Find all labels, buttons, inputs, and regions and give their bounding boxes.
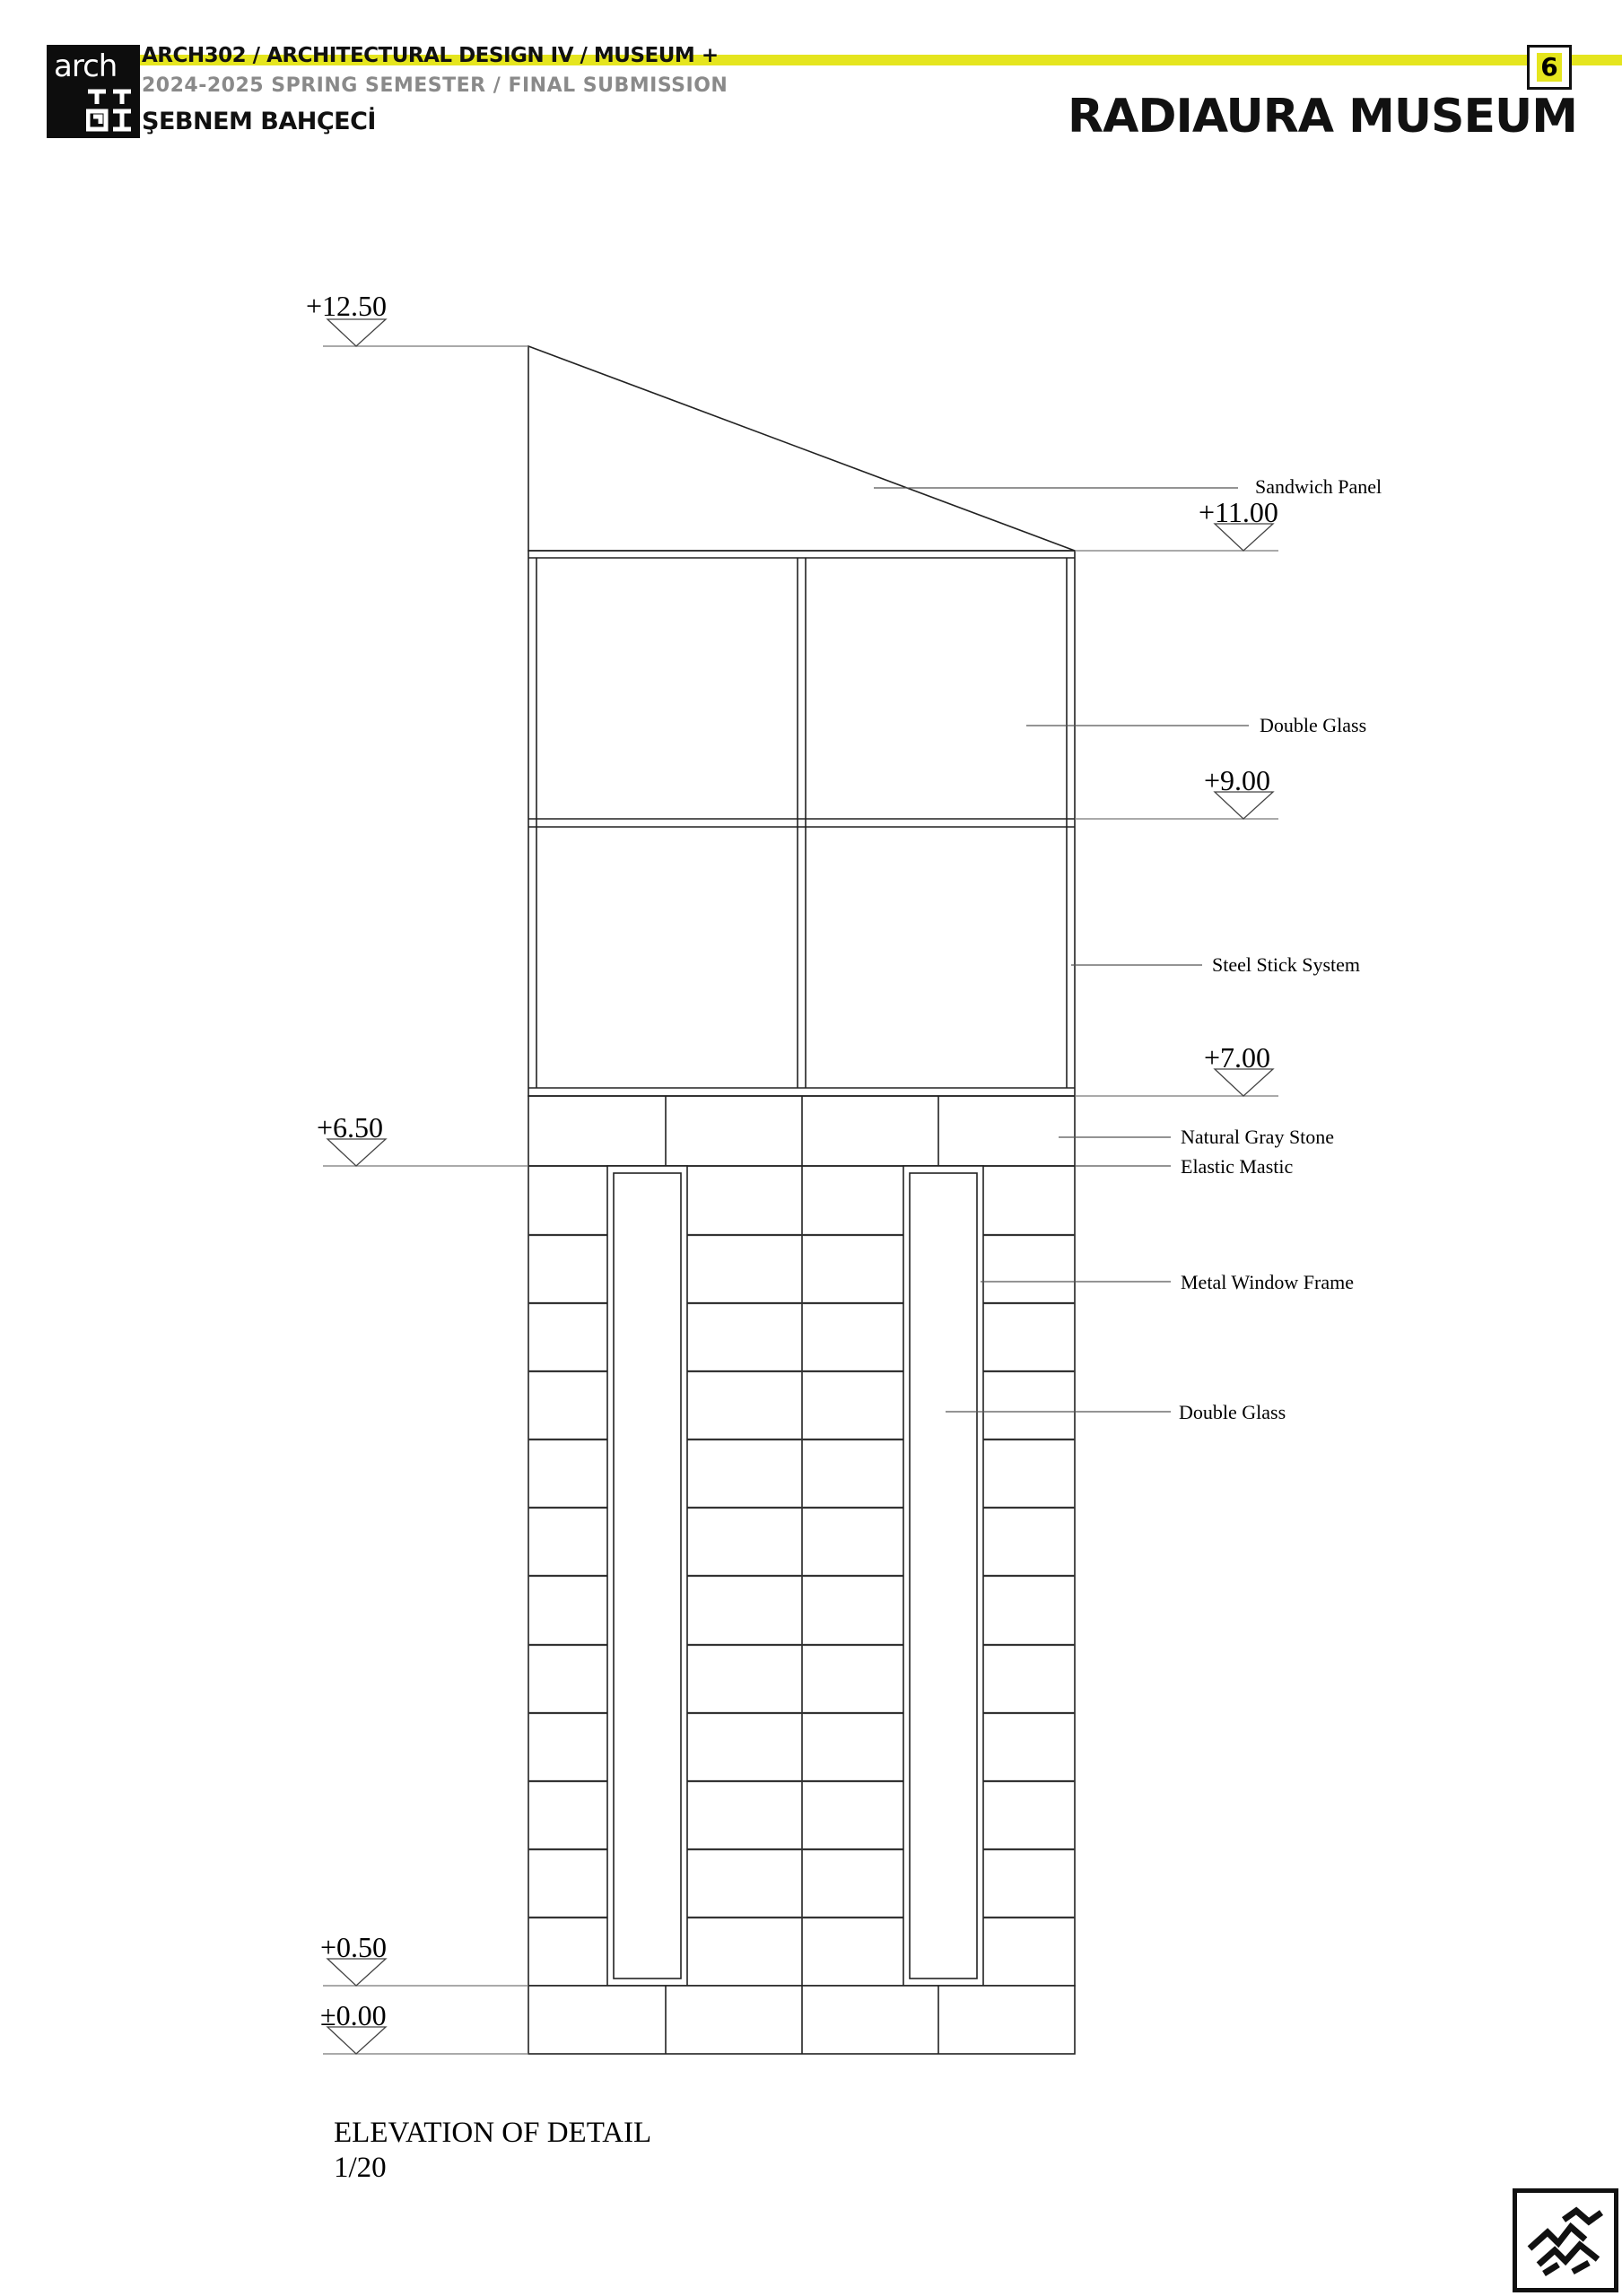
project-title: RADIAURA MUSEUM	[1068, 90, 1577, 144]
bottom-right-stamp-icon	[1513, 2188, 1618, 2292]
curtain-wall-frame	[528, 551, 1075, 1096]
semester-info: 2024-2025 SPRING SEMESTER / FINAL SUBMISSION	[142, 74, 728, 97]
drawing-caption-scale: 1/20	[334, 2152, 387, 2184]
course-title: ARCH302 / ARCHITECTURAL DESIGN IV / MUSEUM +	[142, 44, 719, 67]
note-natural-gray-stone: Natural Gray Stone	[1181, 1126, 1335, 1148]
window-right-frame	[903, 1166, 983, 1986]
note-elastic-mastic: Elastic Mastic	[1181, 1155, 1294, 1178]
level-12-50: +12.50	[306, 290, 388, 322]
author-name: ŞEBNEM BAHÇECİ	[142, 108, 376, 135]
level-7-00: +7.00	[1204, 1041, 1271, 1074]
sandwich-panel-roof	[528, 346, 1075, 551]
note-double-glass-upper: Double Glass	[1260, 714, 1367, 736]
note-steel-stick-system: Steel Stick System	[1212, 953, 1360, 976]
level-6-50: +6.50	[317, 1111, 384, 1144]
note-metal-window-frame: Metal Window Frame	[1181, 1271, 1355, 1293]
level-0-50: +0.50	[320, 1931, 388, 1963]
drawing-caption-title: ELEVATION OF DETAIL	[334, 2117, 652, 2149]
level-marker-icons	[327, 319, 1273, 2054]
window-left-frame	[607, 1166, 687, 1986]
logo-text: arch	[54, 48, 118, 84]
page-number: 6	[1537, 53, 1562, 82]
note-double-glass-lower: Double Glass	[1179, 1401, 1286, 1423]
level-11-00: +11.00	[1199, 496, 1278, 528]
level-9-00: +9.00	[1204, 764, 1271, 796]
note-sandwich-panel: Sandwich Panel	[1255, 475, 1382, 498]
level-lines	[323, 346, 1278, 2054]
level-0-00: ±0.00	[320, 1999, 387, 2031]
